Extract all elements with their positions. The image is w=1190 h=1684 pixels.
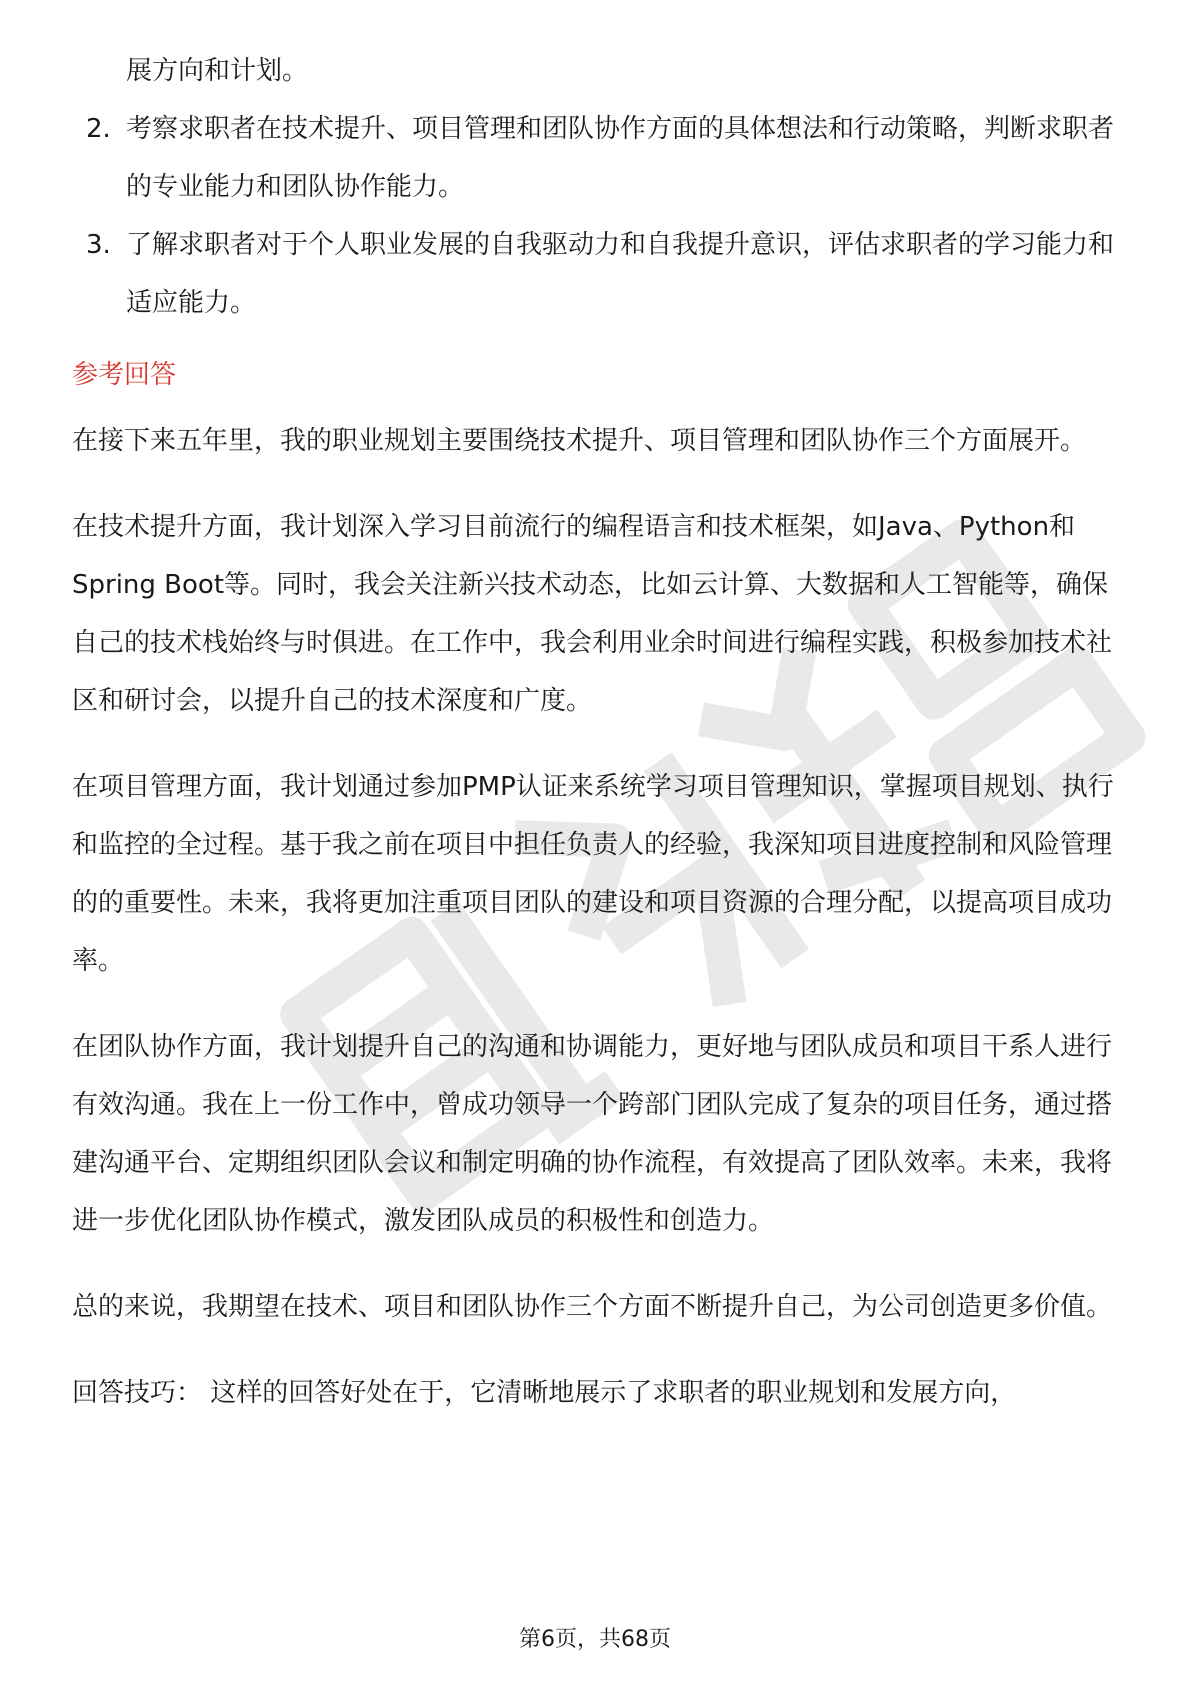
section-heading: 参考回答 xyxy=(72,360,177,390)
list-item-continuation: 展方向和计划。 xyxy=(126,56,309,86)
paragraph: 总的来说，我期望在技术、项目和团队协作三个方面不断提升自己，为公司创造更多价值。 xyxy=(72,1292,1113,1322)
list-item-text: 考察求职者在技术提升、项目管理和团队协作方面的具体想法和行动策略，判断求职者的专业能力和团队协作能力。 xyxy=(126,114,1115,202)
paragraph: 回答技巧： 这样的回答好处在于，它清晰地展示了求职者的职业规划和发展方向， xyxy=(72,1378,1017,1408)
list-item-text: 了解求职者对于个人职业发展的自我驱动力和自我提升意识，评估求职者的学习能力和适应能力。 xyxy=(126,230,1115,318)
list-item-number: 2. xyxy=(86,114,111,144)
paragraph: 在项目管理方面，我计划通过参加PMP认证来系统学习项目管理知识，掌握项目规划、执行和监控的全过程。基于我之前在项目中担任负责人的经验，我深知项目进度控制和风险管理的的重要性。未来，我将更加注重项目团队的建设和项目资源的合理分配，以提高项目成功率。 xyxy=(72,772,1114,976)
paragraph: 在技术提升方面，我计划深入学习目前流行的编程语言和技术框架，如Java、Python和Spring Boot等。同时，我会关注新兴技术动态，比如云计算、大数据和人工智能等，确保自己的技术栈始终与时俱进。在工作中，我会利用业余时间进行编程实践，积极参加技术社区和研讨会，以提升自己的技术深度和广度。 xyxy=(72,512,1113,716)
list-item xyxy=(72,100,1122,216)
list-item-number: 3. xyxy=(86,230,111,260)
document-body xyxy=(72,42,1122,1450)
page-number: 第6页，共68页 xyxy=(519,1627,671,1652)
paragraph: 在接下来五年里，我的职业规划主要围绕技术提升、项目管理和团队协作三个方面展开。 xyxy=(72,426,1087,456)
paragraph: 在团队协作方面，我计划提升自己的沟通和协调能力，更好地与团队成员和项目干系人进行有效沟通。我在上一份工作中，曾成功领导一个跨部门团队完成了复杂的项目任务，通过搭建沟通平台、定期组织团队会议和制定明确的协作流程，有效提高了团队效率。未来，我将进一步优化团队协作模式，激发团队成员的积极性和创造力。 xyxy=(72,1032,1113,1236)
list-item xyxy=(72,216,1122,332)
